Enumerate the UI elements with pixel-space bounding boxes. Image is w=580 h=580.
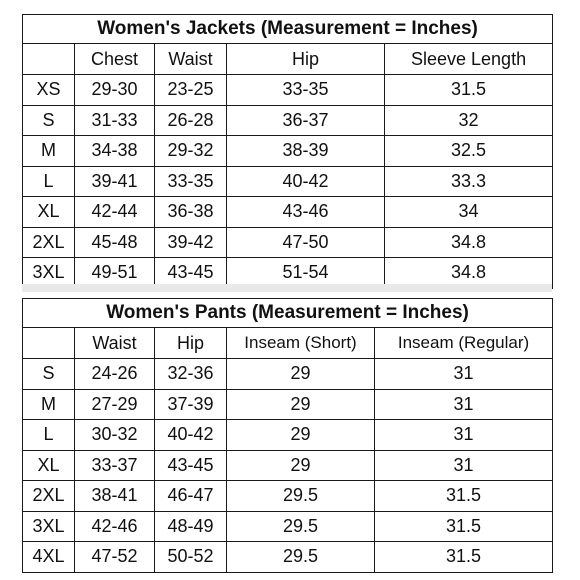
size-label: 3XL bbox=[23, 511, 75, 542]
table-cell: 45-48 bbox=[75, 227, 155, 258]
column-header-hip: Hip bbox=[227, 44, 385, 75]
table-cell: 29.5 bbox=[227, 542, 375, 573]
column-header-waist: Waist bbox=[75, 328, 155, 359]
table-row bbox=[23, 450, 553, 481]
table-row bbox=[23, 359, 553, 390]
table-cell: 23-25 bbox=[155, 75, 227, 106]
table-row bbox=[23, 75, 553, 106]
table-row bbox=[23, 542, 553, 573]
jackets-header-row bbox=[23, 44, 553, 75]
size-label: XL bbox=[23, 197, 75, 228]
jackets-table-title: Women's Jackets (Measurement = Inches) bbox=[23, 15, 553, 44]
table-cell: 31.5 bbox=[375, 511, 553, 542]
pants-size-table bbox=[22, 298, 553, 573]
column-header-chest: Chest bbox=[75, 44, 155, 75]
table-cell: 49-51 bbox=[75, 258, 155, 289]
size-label: M bbox=[23, 136, 75, 167]
table-cell: 42-44 bbox=[75, 197, 155, 228]
table-cell: 31 bbox=[375, 450, 553, 481]
column-header-sleeve-length: Sleeve Length bbox=[385, 44, 553, 75]
table-cell: 38-39 bbox=[227, 136, 385, 167]
column-header bbox=[23, 44, 75, 75]
table-cell: 38-41 bbox=[75, 481, 155, 512]
table-row bbox=[23, 511, 553, 542]
table-cell: 24-26 bbox=[75, 359, 155, 390]
table-cell: 34.8 bbox=[385, 227, 553, 258]
table-cell: 31-33 bbox=[75, 105, 155, 136]
pants-table-title: Women's Pants (Measurement = Inches) bbox=[23, 299, 553, 328]
table-row bbox=[23, 227, 553, 258]
table-row bbox=[23, 420, 553, 451]
table-cell: 39-42 bbox=[155, 227, 227, 258]
table-cell: 47-50 bbox=[227, 227, 385, 258]
table-cell: 43-46 bbox=[227, 197, 385, 228]
table-row bbox=[23, 105, 553, 136]
table-row bbox=[23, 166, 553, 197]
size-label: S bbox=[23, 359, 75, 390]
column-header-inseam-regular: Inseam (Regular) bbox=[375, 328, 553, 359]
table-cell: 29-32 bbox=[155, 136, 227, 167]
table-cell: 29 bbox=[227, 359, 375, 390]
size-label: S bbox=[23, 105, 75, 136]
table-cell: 31.5 bbox=[385, 75, 553, 106]
size-label: 3XL bbox=[23, 258, 75, 289]
table-row bbox=[23, 136, 553, 167]
table-cell: 29.5 bbox=[227, 481, 375, 512]
size-label: L bbox=[23, 166, 75, 197]
table-cell: 31 bbox=[375, 420, 553, 451]
size-label: XL bbox=[23, 450, 75, 481]
table-cell: 36-37 bbox=[227, 105, 385, 136]
table-cell: 31 bbox=[375, 389, 553, 420]
table-cell: 27-29 bbox=[75, 389, 155, 420]
table-cell: 34-38 bbox=[75, 136, 155, 167]
table-cell: 47-52 bbox=[75, 542, 155, 573]
table-cell: 33-35 bbox=[227, 75, 385, 106]
table-cell: 30-32 bbox=[75, 420, 155, 451]
table-cell: 40-42 bbox=[155, 420, 227, 451]
size-label: 2XL bbox=[23, 227, 75, 258]
table-cell: 43-45 bbox=[155, 258, 227, 289]
size-label: L bbox=[23, 420, 75, 451]
section-divider bbox=[22, 284, 552, 292]
pants-header-row bbox=[23, 328, 553, 359]
table-row bbox=[23, 389, 553, 420]
table-cell: 51-54 bbox=[227, 258, 385, 289]
column-header-waist: Waist bbox=[155, 44, 227, 75]
table-cell: 40-42 bbox=[227, 166, 385, 197]
table-row bbox=[23, 481, 553, 512]
table-cell: 34.8 bbox=[385, 258, 553, 289]
table-cell: 34 bbox=[385, 197, 553, 228]
table-cell: 33-37 bbox=[75, 450, 155, 481]
jackets-size-table bbox=[22, 14, 553, 289]
column-header-hip: Hip bbox=[155, 328, 227, 359]
table-cell: 39-41 bbox=[75, 166, 155, 197]
table-cell: 36-38 bbox=[155, 197, 227, 228]
table-cell: 29.5 bbox=[227, 511, 375, 542]
table-cell: 31.5 bbox=[375, 542, 553, 573]
column-header bbox=[23, 328, 75, 359]
table-cell: 29-30 bbox=[75, 75, 155, 106]
table-cell: 48-49 bbox=[155, 511, 227, 542]
table-cell: 42-46 bbox=[75, 511, 155, 542]
table-cell: 32.5 bbox=[385, 136, 553, 167]
size-label: M bbox=[23, 389, 75, 420]
table-cell: 32-36 bbox=[155, 359, 227, 390]
table-cell: 29 bbox=[227, 450, 375, 481]
table-cell: 32 bbox=[385, 105, 553, 136]
table-cell: 26-28 bbox=[155, 105, 227, 136]
table-cell: 37-39 bbox=[155, 389, 227, 420]
table-cell: 33-35 bbox=[155, 166, 227, 197]
table-cell: 46-47 bbox=[155, 481, 227, 512]
table-cell: 31 bbox=[375, 359, 553, 390]
size-label: 2XL bbox=[23, 481, 75, 512]
table-cell: 33.3 bbox=[385, 166, 553, 197]
size-label: XS bbox=[23, 75, 75, 106]
table-cell: 29 bbox=[227, 420, 375, 451]
table-cell: 43-45 bbox=[155, 450, 227, 481]
table-row bbox=[23, 197, 553, 228]
table-cell: 31.5 bbox=[375, 481, 553, 512]
size-label: 4XL bbox=[23, 542, 75, 573]
column-header-inseam-short: Inseam (Short) bbox=[227, 328, 375, 359]
table-cell: 50-52 bbox=[155, 542, 227, 573]
table-cell: 29 bbox=[227, 389, 375, 420]
